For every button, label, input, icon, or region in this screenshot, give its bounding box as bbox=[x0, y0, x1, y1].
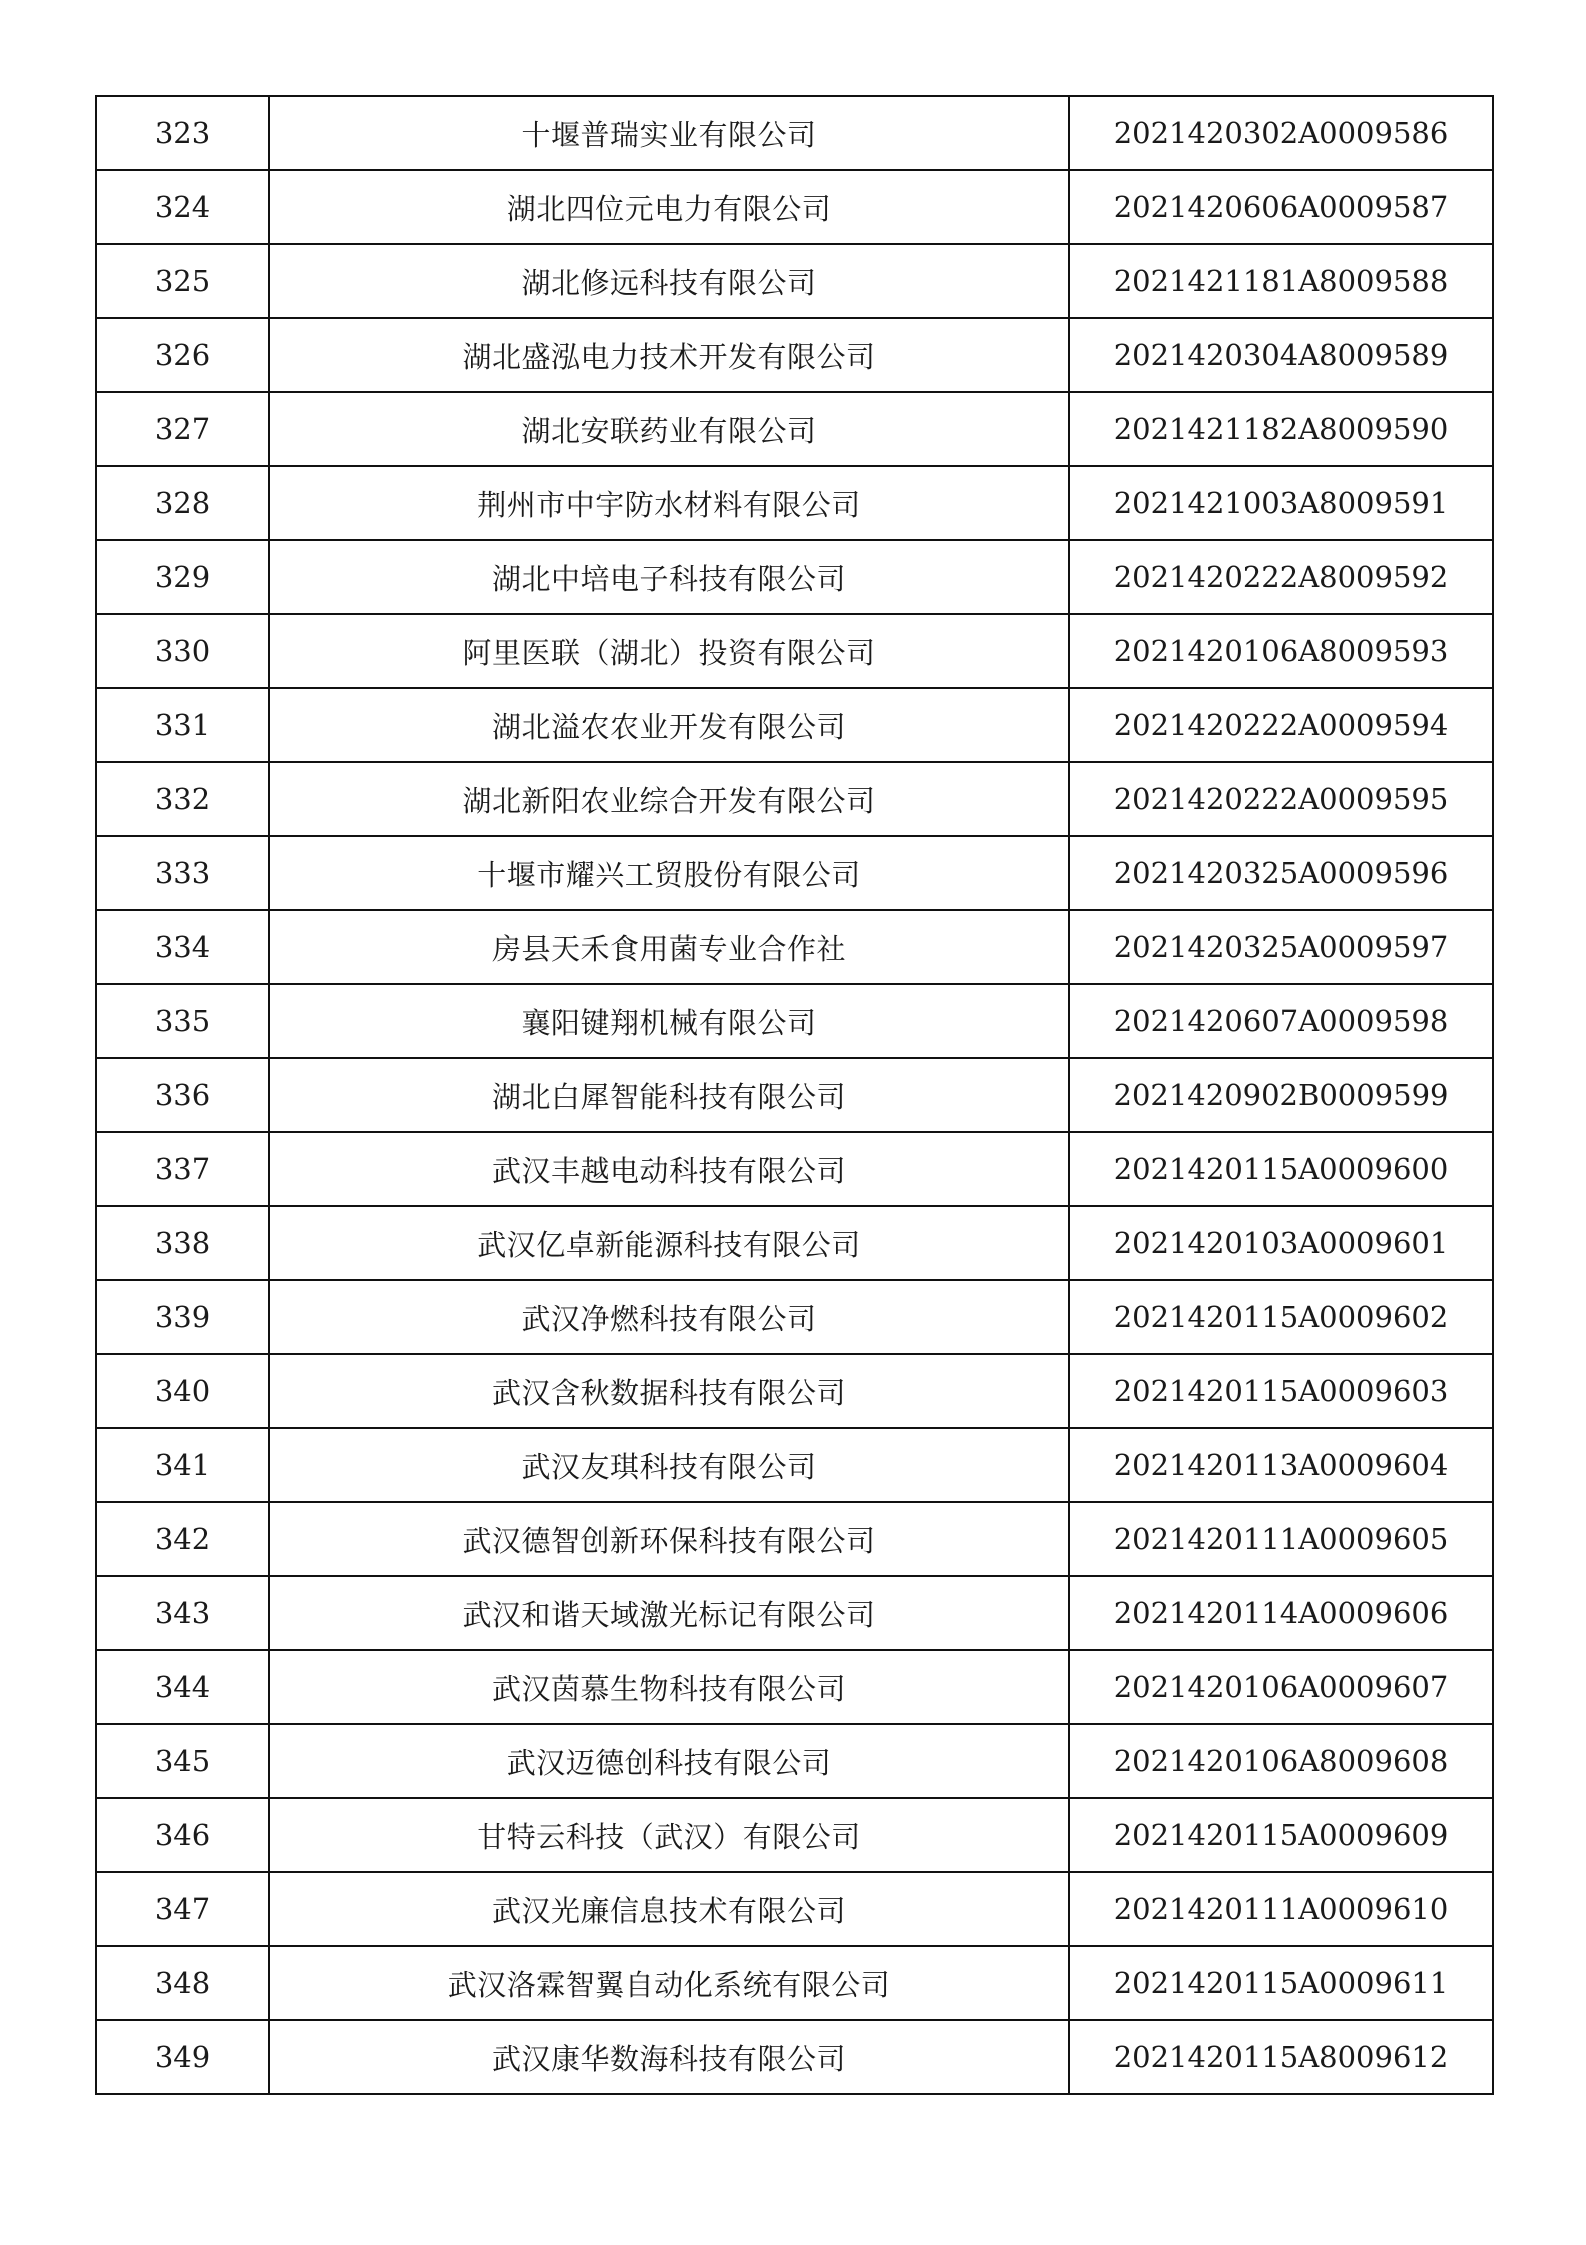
row-number-cell: 336 bbox=[96, 1058, 269, 1132]
company-name-cell: 湖北四位元电力有限公司 bbox=[269, 170, 1069, 244]
row-number-cell: 335 bbox=[96, 984, 269, 1058]
row-number-cell: 333 bbox=[96, 836, 269, 910]
registration-code-cell: 2021420607A0009598 bbox=[1069, 984, 1493, 1058]
company-name-cell: 湖北安联药业有限公司 bbox=[269, 392, 1069, 466]
registration-code-cell: 2021421182A8009590 bbox=[1069, 392, 1493, 466]
row-number-cell: 334 bbox=[96, 910, 269, 984]
table-row bbox=[96, 1132, 1493, 1206]
row-number-cell: 338 bbox=[96, 1206, 269, 1280]
row-number-cell: 343 bbox=[96, 1576, 269, 1650]
company-name-cell: 湖北溢农农业开发有限公司 bbox=[269, 688, 1069, 762]
registration-code-cell: 2021420302A0009586 bbox=[1069, 96, 1493, 170]
table-row bbox=[96, 1058, 1493, 1132]
company-name-cell: 武汉茵慕生物科技有限公司 bbox=[269, 1650, 1069, 1724]
table-row bbox=[96, 1724, 1493, 1798]
row-number-cell: 339 bbox=[96, 1280, 269, 1354]
registration-code-cell: 2021420115A8009612 bbox=[1069, 2020, 1493, 2094]
table-row bbox=[96, 1428, 1493, 1502]
table-row bbox=[96, 1206, 1493, 1280]
table-row bbox=[96, 2020, 1493, 2094]
table-row bbox=[96, 614, 1493, 688]
row-number-cell: 324 bbox=[96, 170, 269, 244]
table-row bbox=[96, 688, 1493, 762]
registration-code-cell: 2021421003A8009591 bbox=[1069, 466, 1493, 540]
registration-code-cell: 2021420106A8009593 bbox=[1069, 614, 1493, 688]
company-name-cell: 十堰市耀兴工贸股份有限公司 bbox=[269, 836, 1069, 910]
table-row bbox=[96, 1798, 1493, 1872]
company-name-cell: 武汉友琪科技有限公司 bbox=[269, 1428, 1069, 1502]
company-name-cell: 湖北白犀智能科技有限公司 bbox=[269, 1058, 1069, 1132]
registration-code-cell: 2021420222A8009592 bbox=[1069, 540, 1493, 614]
table-body bbox=[96, 96, 1493, 2094]
company-name-cell: 武汉德智创新环保科技有限公司 bbox=[269, 1502, 1069, 1576]
registration-code-cell: 2021420115A0009603 bbox=[1069, 1354, 1493, 1428]
table-row bbox=[96, 1280, 1493, 1354]
registration-code-cell: 2021420106A8009608 bbox=[1069, 1724, 1493, 1798]
registration-code-cell: 2021421181A8009588 bbox=[1069, 244, 1493, 318]
table-row bbox=[96, 1872, 1493, 1946]
registration-code-cell: 2021420111A0009610 bbox=[1069, 1872, 1493, 1946]
row-number-cell: 342 bbox=[96, 1502, 269, 1576]
company-name-cell: 襄阳键翔机械有限公司 bbox=[269, 984, 1069, 1058]
registration-code-cell: 2021420325A0009596 bbox=[1069, 836, 1493, 910]
registration-code-cell: 2021420115A0009611 bbox=[1069, 1946, 1493, 2020]
registration-code-cell: 2021420114A0009606 bbox=[1069, 1576, 1493, 1650]
table-row bbox=[96, 244, 1493, 318]
table-row bbox=[96, 836, 1493, 910]
company-name-cell: 武汉亿卓新能源科技有限公司 bbox=[269, 1206, 1069, 1280]
company-name-cell: 武汉康华数海科技有限公司 bbox=[269, 2020, 1069, 2094]
company-name-cell: 武汉含秋数据科技有限公司 bbox=[269, 1354, 1069, 1428]
table-row bbox=[96, 762, 1493, 836]
table-row bbox=[96, 170, 1493, 244]
company-name-cell: 武汉光廉信息技术有限公司 bbox=[269, 1872, 1069, 1946]
company-name-cell: 武汉净燃科技有限公司 bbox=[269, 1280, 1069, 1354]
company-name-cell: 湖北盛泓电力技术开发有限公司 bbox=[269, 318, 1069, 392]
company-name-cell: 湖北修远科技有限公司 bbox=[269, 244, 1069, 318]
row-number-cell: 345 bbox=[96, 1724, 269, 1798]
company-name-cell: 荆州市中宇防水材料有限公司 bbox=[269, 466, 1069, 540]
registration-code-cell: 2021420113A0009604 bbox=[1069, 1428, 1493, 1502]
table-row bbox=[96, 540, 1493, 614]
table-row bbox=[96, 984, 1493, 1058]
row-number-cell: 337 bbox=[96, 1132, 269, 1206]
registration-code-cell: 2021420106A0009607 bbox=[1069, 1650, 1493, 1724]
table-row bbox=[96, 1354, 1493, 1428]
row-number-cell: 326 bbox=[96, 318, 269, 392]
registry-table bbox=[95, 95, 1494, 2095]
company-name-cell: 湖北中培电子科技有限公司 bbox=[269, 540, 1069, 614]
company-name-cell: 武汉迈德创科技有限公司 bbox=[269, 1724, 1069, 1798]
row-number-cell: 341 bbox=[96, 1428, 269, 1502]
registration-code-cell: 2021420606A0009587 bbox=[1069, 170, 1493, 244]
registration-code-cell: 2021420304A8009589 bbox=[1069, 318, 1493, 392]
registration-code-cell: 2021420115A0009609 bbox=[1069, 1798, 1493, 1872]
table-row bbox=[96, 1502, 1493, 1576]
registration-code-cell: 2021420111A0009605 bbox=[1069, 1502, 1493, 1576]
table-row bbox=[96, 1576, 1493, 1650]
company-name-cell: 武汉丰越电动科技有限公司 bbox=[269, 1132, 1069, 1206]
row-number-cell: 323 bbox=[96, 96, 269, 170]
row-number-cell: 347 bbox=[96, 1872, 269, 1946]
company-name-cell: 湖北新阳农业综合开发有限公司 bbox=[269, 762, 1069, 836]
row-number-cell: 349 bbox=[96, 2020, 269, 2094]
row-number-cell: 348 bbox=[96, 1946, 269, 2020]
registration-code-cell: 2021420222A0009594 bbox=[1069, 688, 1493, 762]
table-row bbox=[96, 1650, 1493, 1724]
row-number-cell: 329 bbox=[96, 540, 269, 614]
row-number-cell: 328 bbox=[96, 466, 269, 540]
company-name-cell: 房县天禾食用菌专业合作社 bbox=[269, 910, 1069, 984]
registration-code-cell: 2021420902B0009599 bbox=[1069, 1058, 1493, 1132]
row-number-cell: 331 bbox=[96, 688, 269, 762]
row-number-cell: 332 bbox=[96, 762, 269, 836]
registration-code-cell: 2021420103A0009601 bbox=[1069, 1206, 1493, 1280]
row-number-cell: 346 bbox=[96, 1798, 269, 1872]
table-row bbox=[96, 318, 1493, 392]
table-row bbox=[96, 910, 1493, 984]
registration-code-cell: 2021420115A0009602 bbox=[1069, 1280, 1493, 1354]
table-row bbox=[96, 466, 1493, 540]
company-name-cell: 甘特云科技（武汉）有限公司 bbox=[269, 1798, 1069, 1872]
company-name-cell: 武汉洛霖智翼自动化系统有限公司 bbox=[269, 1946, 1069, 2020]
row-number-cell: 325 bbox=[96, 244, 269, 318]
company-name-cell: 十堰普瑞实业有限公司 bbox=[269, 96, 1069, 170]
company-name-cell: 阿里医联（湖北）投资有限公司 bbox=[269, 614, 1069, 688]
row-number-cell: 330 bbox=[96, 614, 269, 688]
table-row bbox=[96, 392, 1493, 466]
registration-code-cell: 2021420325A0009597 bbox=[1069, 910, 1493, 984]
row-number-cell: 344 bbox=[96, 1650, 269, 1724]
row-number-cell: 340 bbox=[96, 1354, 269, 1428]
company-name-cell: 武汉和谐天域激光标记有限公司 bbox=[269, 1576, 1069, 1650]
table-row bbox=[96, 1946, 1493, 2020]
registration-code-cell: 2021420222A0009595 bbox=[1069, 762, 1493, 836]
row-number-cell: 327 bbox=[96, 392, 269, 466]
table-row bbox=[96, 96, 1493, 170]
registration-code-cell: 2021420115A0009600 bbox=[1069, 1132, 1493, 1206]
